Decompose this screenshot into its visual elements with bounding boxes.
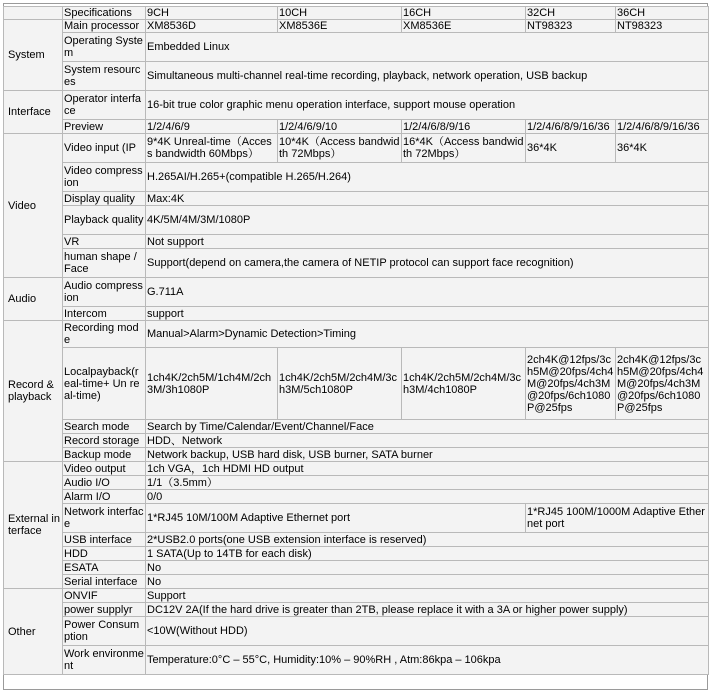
main-processor-value: XM8536E: [402, 20, 526, 33]
main-processor-value: XM8536E: [278, 20, 402, 33]
table-row: [4, 249, 709, 278]
table-row: [4, 307, 709, 321]
row-label-video-compression: Video compression: [63, 163, 146, 192]
header-channel-2: 10CH: [278, 7, 402, 20]
header-empty-cell: [4, 7, 63, 20]
record-storage-value: HDD、Network: [146, 434, 709, 448]
table-row: [4, 33, 709, 62]
main-processor-value: NT98323: [616, 20, 709, 33]
table-row: [4, 91, 709, 120]
category-audio: Audio: [4, 278, 63, 321]
serial-interface-value: No: [146, 575, 709, 589]
row-label-audio-io: Audio I/O: [63, 476, 146, 490]
local-playback-value: 2ch4K@12fps/3ch5M@20fps/4ch4M@20fps/4ch3M@20fps/6ch1080P@25fps: [526, 348, 616, 420]
category-system: System: [4, 20, 63, 91]
row-label-playback-quality: Playback quality: [63, 206, 146, 235]
video-input-value: 10*4K（Access bandwidth 72Mbps）: [278, 134, 402, 163]
row-label-operator-interface: Operator interface: [63, 91, 146, 120]
table-row: [4, 62, 709, 91]
table-row: [4, 476, 709, 490]
row-label-vr: VR: [63, 235, 146, 249]
video-input-value: 36*4K: [616, 134, 709, 163]
video-output-value: 1ch VGA，1ch HDMI HD output: [146, 462, 709, 476]
table-row: [4, 504, 709, 533]
usb-interface-value: 2*USB2.0 ports(one USB extension interface is reserved): [146, 533, 709, 547]
header-channel-4: 32CH: [526, 7, 616, 20]
esata-value: No: [146, 561, 709, 575]
table-row: [4, 617, 709, 646]
table-row: [4, 348, 709, 420]
onvif-value: Support: [146, 589, 709, 603]
display-quality-value: Max:4K: [146, 192, 709, 206]
vr-value: Not support: [146, 235, 709, 249]
local-playback-value: 2ch4K@12fps/3ch5M@20fps/4ch4M@20fps/4ch3M@20fps/6ch1080P@25fps: [616, 348, 709, 420]
row-label-usb-interface: USB interface: [63, 533, 146, 547]
intercom-value: support: [146, 307, 709, 321]
table-row: [4, 575, 709, 589]
backup-mode-value: Network backup, USB hard disk, USB burner, SATA burner: [146, 448, 709, 462]
video-compression-value: H.265AI/H.265+(compatible H.265/H.264): [146, 163, 709, 192]
row-label-work-environment: Work environment: [63, 646, 146, 675]
row-label-audio-compression: Audio compression: [63, 278, 146, 307]
row-label-network-interface: Network interface: [63, 504, 146, 533]
local-playback-value: 1ch4K/2ch5M/2ch4M/3ch3M/5ch1080P: [278, 348, 402, 420]
network-interface-value: 1*RJ45 100M/1000M Adaptive Ethernet port: [526, 504, 709, 533]
table-row: [4, 646, 709, 675]
row-label-hdd: HDD: [63, 547, 146, 561]
category-record-playback: Record & playback: [4, 321, 63, 462]
spec-table: [3, 6, 709, 675]
header-row: [4, 7, 709, 20]
row-label-main-processor: Main processor: [63, 20, 146, 33]
preview-value: 1/2/4/6/9/10: [278, 120, 402, 134]
row-label-preview: Preview: [63, 120, 146, 134]
row-label-system-resources: System resources: [63, 62, 146, 91]
video-input-value: 9*4K Unreal-time（Access bandwidth 60Mbps）: [146, 134, 278, 163]
table-row: [4, 235, 709, 249]
row-label-search-mode: Search mode: [63, 420, 146, 434]
main-processor-value: NT98323: [526, 20, 616, 33]
row-label-intercom: Intercom: [63, 307, 146, 321]
preview-value: 1/2/4/6/8/9/16/36: [616, 120, 709, 134]
human-shape-face-value: Support(depend on camera,the camera of NETIP protocol can support face recognition): [146, 249, 709, 278]
row-label-video-input: Video input (IP: [63, 134, 146, 163]
recording-mode-value: Manual>Alarm>Dynamic Detection>Timing: [146, 321, 709, 348]
category-interface: Interface: [4, 91, 63, 134]
row-label-onvif: ONVIF: [63, 589, 146, 603]
row-label-local-playback: Localpayback(real-time+ Un real-time): [63, 348, 146, 420]
alarm-io-value: 0/0: [146, 490, 709, 504]
power-supply-value: DC12V 2A(If the hard drive is greater than 2TB, please replace it with a 3A or higher power supply): [146, 603, 709, 617]
table-row: [4, 278, 709, 307]
row-label-power-supply: power supplyr: [63, 603, 146, 617]
video-input-value: 16*4K（Access bandwidth 72Mbps）: [402, 134, 526, 163]
table-row: [4, 321, 709, 348]
row-label-backup-mode: Backup mode: [63, 448, 146, 462]
table-row: [4, 163, 709, 192]
table-row: [4, 448, 709, 462]
audio-io-value: 1/1（3.5mm）: [146, 476, 709, 490]
table-row: [4, 490, 709, 504]
row-label-operating-system: Operating System: [63, 33, 146, 62]
row-label-video-output: Video output: [63, 462, 146, 476]
search-mode-value: Search by Time/Calendar/Event/Channel/Face: [146, 420, 709, 434]
network-interface-value: 1*RJ45 10M/100M Adaptive Ethernet port: [146, 504, 526, 533]
table-row: [4, 206, 709, 235]
table-row: [4, 134, 709, 163]
row-label-display-quality: Display quality: [63, 192, 146, 206]
table-row: [4, 434, 709, 448]
row-label-serial-interface: Serial interface: [63, 575, 146, 589]
video-input-value: 36*4K: [526, 134, 616, 163]
system-resources-value: Simultaneous multi-channel real-time recording, playback, network operation, USB backup: [146, 62, 709, 91]
row-label-alarm-io: Alarm I/O: [63, 490, 146, 504]
work-environment-value: Temperature:0°C – 55°C, Humidity:10% – 90%RH , Atm:86kpa – 106kpa: [146, 646, 709, 675]
table-row: [4, 547, 709, 561]
row-label-record-storage: Record storage: [63, 434, 146, 448]
category-other: Other: [4, 589, 63, 675]
preview-value: 1/2/4/6/8/9/16/36: [526, 120, 616, 134]
table-row: [4, 603, 709, 617]
power-consumption-value: <10W(Without HDD): [146, 617, 709, 646]
local-playback-value: 1ch4K/2ch5M/2ch4M/3ch3M/4ch1080P: [402, 348, 526, 420]
local-playback-value: 1ch4K/2ch5M/1ch4M/2ch3M/3h1080P: [146, 348, 278, 420]
table-row: [4, 462, 709, 476]
preview-value: 1/2/4/6/8/9/16: [402, 120, 526, 134]
row-label-recording-mode: Recording mode: [63, 321, 146, 348]
playback-quality-value: 4K/5M/4M/3M/1080P: [146, 206, 709, 235]
row-label-human-shape-face: human shape / Face: [63, 249, 146, 278]
table-row: [4, 533, 709, 547]
table-row: [4, 192, 709, 206]
row-label-power-consumption: Power Consumption: [63, 617, 146, 646]
preview-value: 1/2/4/6/9: [146, 120, 278, 134]
table-row: [4, 561, 709, 575]
header-channel-5: 36CH: [616, 7, 709, 20]
table-row: [4, 420, 709, 434]
category-external-interface: External interface: [4, 462, 63, 589]
header-channel-3: 16CH: [402, 7, 526, 20]
category-video: Video: [4, 134, 63, 278]
audio-compression-value: G.711A: [146, 278, 709, 307]
operator-interface-value: 16-bit true color graphic menu operation interface, support mouse operation: [146, 91, 709, 120]
header-label: Specifications: [63, 7, 146, 20]
operating-system-value: Embedded Linux: [146, 33, 709, 62]
main-processor-value: XM8536D: [146, 20, 278, 33]
table-row: [4, 589, 709, 603]
hdd-value: 1 SATA(Up to 14TB for each disk): [146, 547, 709, 561]
table-row: [4, 20, 709, 33]
row-label-esata: ESATA: [63, 561, 146, 575]
table-row: [4, 120, 709, 134]
header-channel-1: 9CH: [146, 7, 278, 20]
